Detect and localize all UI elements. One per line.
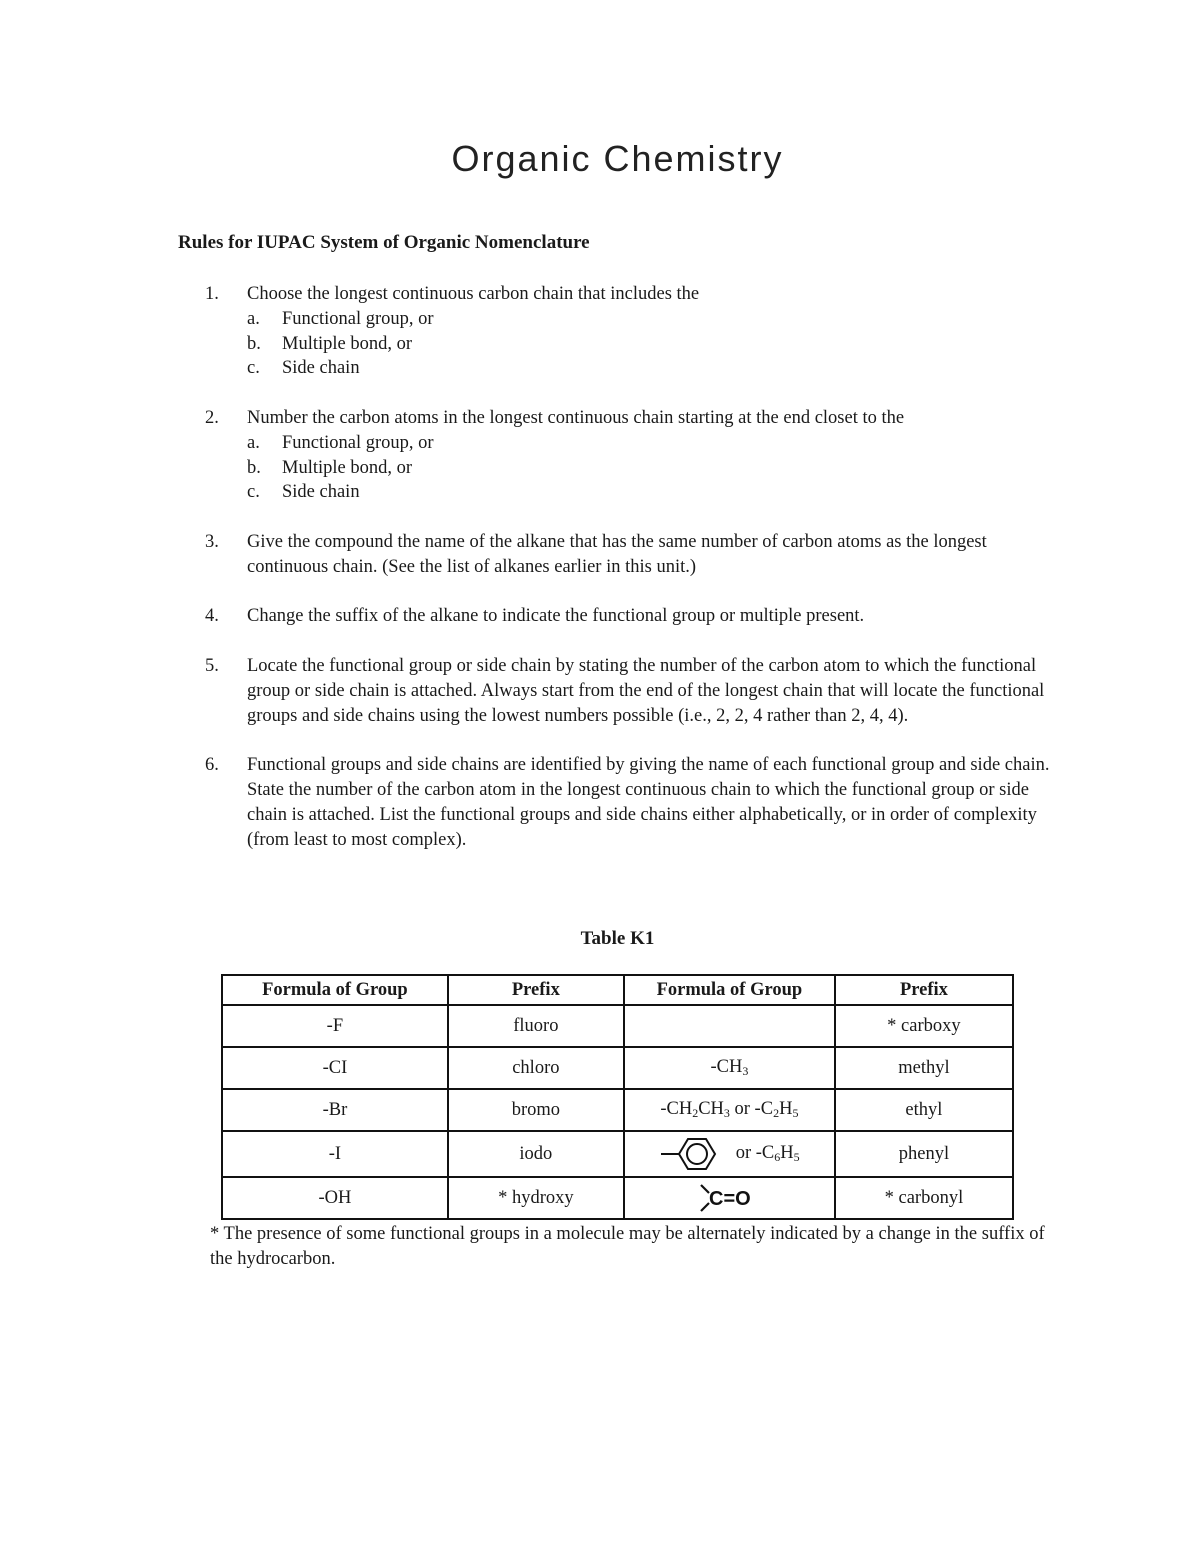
rule-sub-item: c. Side chain [247,358,360,379]
table-cell: -OH [222,1177,448,1219]
table-row [222,1131,1013,1177]
ethyl-formula-cell: $-CH_2CH_3$ or $-C_2H_5$ [624,1089,835,1131]
methyl-formula-cell: $-CH_3$ [624,1047,835,1089]
rule-6 [205,753,1065,852]
table-cell: -I [222,1131,448,1177]
rule-number: 3. [205,531,219,552]
table-cell: iodo [448,1131,624,1177]
table-header: Prefix [835,975,1013,1005]
table-cell: * hydroxy [448,1177,624,1219]
page-title: Organic Chemistry [451,138,784,179]
carbonyl-formula-text: C=O [709,1188,752,1210]
section-heading: Rules for IUPAC System of Organic Nomenclature [178,232,590,253]
rule-sub-item: c. Side chain [247,482,360,503]
rule-text: Functional groups and side chains are identified by giving the name of each functional group and side chain. State the number of the carbon atom in the longest continuous chain to which the functional group or side chain is attached. List the functional groups and side chains either alphabetically, or in order of complexity (from least to most complex). [247,755,1050,850]
rule-2 [205,406,1065,505]
table-footnote: * The presence of some functional groups in a molecule may be alternately indicated by a change in the suffix of the hydrocarbon. [210,1224,1045,1269]
rule-number: 4. [205,606,219,627]
table-caption: Table K1 [580,928,655,949]
rule-sub-item: b. Multiple bond, or [247,333,413,354]
rule-3 [205,530,1065,580]
prefix-table [221,974,1014,1220]
rules-list [205,282,1065,877]
rule-sub-item: a. Functional group, or [247,432,434,453]
table-row [222,1047,1013,1089]
rule-text: Change the suffix of the alkane to indicate the functional group or multiple present. [247,606,865,627]
table-header: Formula of Group [222,975,448,1005]
phenyl-formula-cell: or $-C_6H_5$ [624,1131,835,1177]
rule-text: Give the compound the name of the alkane that has the same number of carbon atoms as the longest continuous chain. (See the list of alkanes earlier in this unit.) [247,531,987,577]
table-row [222,1005,1013,1047]
table-cell-empty [624,1005,835,1047]
rule-number: 2. [205,407,219,428]
table-row [222,1177,1013,1219]
table-cell: -F [222,1005,448,1047]
table-cell: fluoro [448,1005,624,1047]
table-cell: bromo [448,1089,624,1131]
table-header: Formula of Group [624,975,835,1005]
table-cell: ethyl [835,1089,1013,1131]
rule-1 [205,282,1065,381]
table-header: Prefix [448,975,624,1005]
rule-5 [205,654,1065,728]
rule-4 [205,604,1065,629]
carbonyl-formula-cell [624,1177,835,1219]
table-cell: methyl [835,1047,1013,1089]
table-cell: * carbonyl [835,1177,1013,1219]
rule-sub-item: a. Functional group, or [247,308,434,329]
table-cell: chloro [448,1047,624,1089]
benzene-ring-icon [659,1134,725,1174]
table-cell: * carboxy [835,1005,1013,1047]
table-cell: -CI [222,1047,448,1089]
rule-number: 1. [205,284,219,304]
table-header-row [222,975,1013,1005]
table-cell: -Br [222,1089,448,1131]
table-cell: phenyl [835,1131,1013,1177]
rule-text: Number the carbon atoms in the longest continuous chain starting at the end closet to the [247,407,905,428]
rule-text: Locate the functional group or side chain by stating the number of the carbon atom to which the functional group or side chain is attached. Always start from the end of the longest chain that will locate the functional groups and side chains using the lowest numbers possible (i.e., 2, 2, 4 rather than 2, 4, 4). [247,655,1045,726]
rule-sub-item: b. Multiple bond, or [247,457,413,478]
carbonyl-bond-icon [699,1181,759,1215]
rule-number: 5. [205,655,219,676]
rule-number: 6. [205,755,219,776]
table-row [222,1089,1013,1131]
rule-text: Choose the longest continuous carbon chain that includes the [247,284,700,304]
